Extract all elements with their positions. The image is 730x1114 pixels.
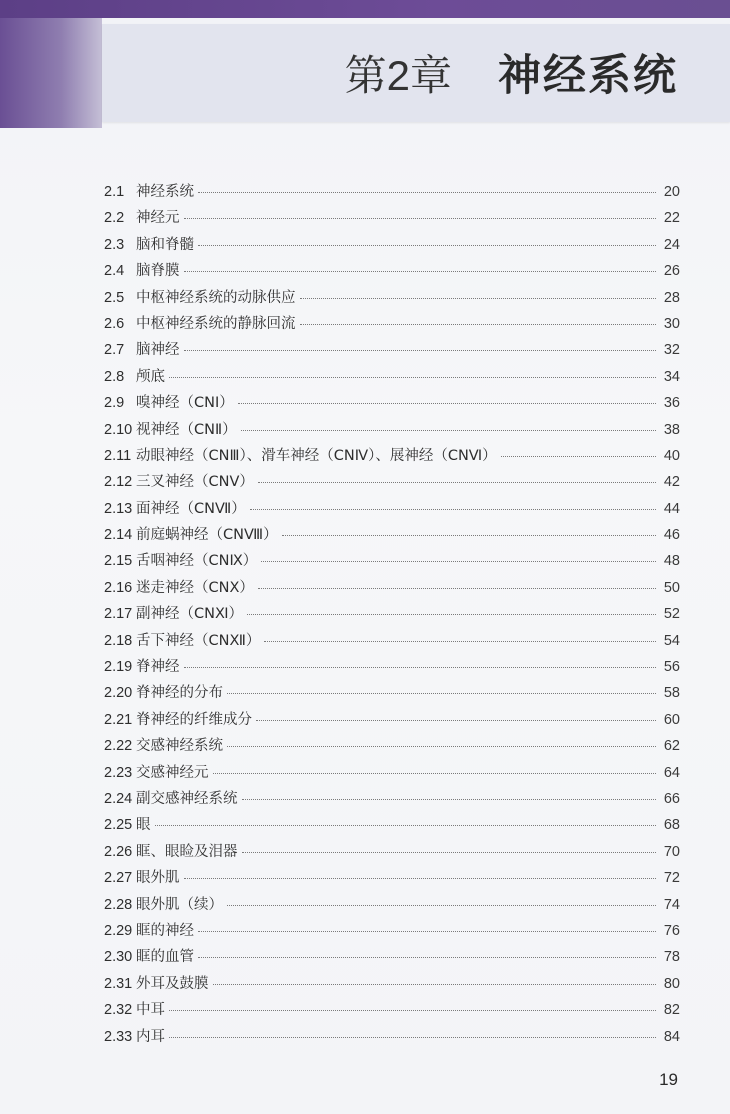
toc-dot-leader: [501, 456, 656, 457]
toc-entry-page: 46: [663, 527, 680, 544]
toc-entry: [104, 1025, 680, 1051]
toc-entry-title: 眶的血管: [136, 949, 194, 966]
toc-entry-number: 2.14: [104, 527, 133, 544]
toc-entry-page: 66: [663, 790, 680, 807]
toc-entry-number: 2.19: [104, 659, 133, 676]
toc-entry: [104, 206, 680, 232]
toc-entry: [104, 312, 680, 338]
toc-entry-number: 2.9: [104, 395, 125, 412]
toc-dot-leader: [184, 667, 657, 668]
toc-entry-number: 2.5: [104, 289, 125, 306]
toc-entry-page: 40: [663, 447, 680, 464]
toc-entry-title: 三叉神经（CNⅤ）: [136, 474, 254, 491]
toc-entry-number: 2.12: [104, 474, 133, 491]
toc-entry-number: 2.22: [104, 738, 133, 755]
toc-entry: [104, 338, 680, 364]
toc-entry-title: 交感神经元: [136, 764, 209, 781]
toc-entry: [104, 576, 680, 602]
toc-dot-leader: [264, 641, 656, 642]
toc-entry-title: 副交感神经系统: [136, 790, 238, 807]
toc-entry-title: 外耳及鼓膜: [136, 975, 209, 992]
toc-entry-page: 34: [663, 368, 680, 385]
toc-entry-page: 52: [663, 606, 680, 623]
toc-entry-number: 2.31: [104, 975, 133, 992]
toc-entry-title: 神经系统: [136, 184, 194, 200]
toc-entry-number: 2.7: [104, 342, 125, 359]
toc-entry-number: 2.20: [104, 685, 133, 702]
toc-dot-leader: [241, 430, 656, 431]
toc-dot-leader: [238, 403, 656, 404]
toc-entry-title: 舌下神经（CNⅫ）: [136, 632, 261, 649]
toc-entry-number: 2.25: [104, 817, 133, 834]
toc-entry: [104, 523, 680, 549]
toc-entry-page: 42: [663, 474, 680, 491]
toc-entry-page: 32: [663, 342, 680, 359]
toc-entry-page: 74: [663, 896, 680, 913]
toc-entry-page: 28: [663, 289, 680, 306]
toc-entry-page: 82: [663, 1002, 680, 1019]
toc-entry-title: 交感神经系统: [136, 738, 223, 755]
toc-entry-title: 前庭蜗神经（CNⅧ）: [136, 527, 278, 544]
toc-entry-page: 58: [663, 685, 680, 702]
toc-entry: [104, 681, 680, 707]
toc-entry-page: 44: [663, 500, 680, 517]
toc-dot-leader: [258, 588, 656, 589]
toc-dot-leader: [169, 377, 656, 378]
toc-entry: [104, 813, 680, 839]
toc-entry-page: 20: [663, 184, 680, 200]
toc-entry-title: 面神经（CNⅦ）: [136, 500, 246, 517]
toc-entry-title: 中枢神经系统的静脉回流: [136, 315, 296, 332]
toc-dot-leader: [258, 482, 656, 483]
toc-dot-leader: [184, 878, 657, 879]
toc-entry: [104, 972, 680, 998]
toc-entry-title: 内耳: [136, 1028, 165, 1045]
toc-entry-page: 56: [663, 659, 680, 676]
toc-entry-page: 76: [663, 922, 680, 939]
toc-entry-page: 60: [663, 711, 680, 728]
toc-dot-leader: [242, 799, 657, 800]
toc-entry-page: 62: [663, 738, 680, 755]
toc-entry-page: 26: [663, 263, 680, 280]
toc-dot-leader: [213, 984, 657, 985]
toc-entry: [104, 840, 680, 866]
toc-entry: [104, 180, 680, 206]
toc-entry: [104, 286, 680, 312]
chapter-title: [345, 42, 678, 102]
toc-entry-number: 2.8: [104, 368, 125, 385]
toc-entry-title: 脑神经: [136, 342, 180, 359]
toc-dot-leader: [184, 218, 657, 219]
toc-entry: [104, 866, 680, 892]
toc-entry-page: 80: [663, 975, 680, 992]
toc-dot-leader: [242, 852, 657, 853]
toc-entry-title: 眼: [136, 817, 151, 834]
toc-entry: [104, 444, 680, 470]
toc-entry-number: 2.24: [104, 790, 133, 807]
toc-entry: [104, 418, 680, 444]
toc-entry: [104, 602, 680, 628]
toc-entry: [104, 549, 680, 575]
toc-entry: [104, 655, 680, 681]
toc-entry-title: 动眼神经（CNⅢ）、滑车神经（CNⅣ）、展神经（CNⅥ）: [136, 447, 497, 464]
header-accent-strip: [0, 18, 102, 128]
toc-entry: [104, 233, 680, 259]
toc-entry-number: 2.15: [104, 553, 133, 570]
toc-entry-number: 2.11: [104, 447, 132, 464]
toc-dot-leader: [184, 271, 657, 272]
toc-entry-title: 眼外肌: [136, 870, 180, 887]
toc-entry: [104, 998, 680, 1024]
toc-dot-leader: [282, 535, 656, 536]
toc-entry-title: 舌咽神经（CNⅨ）: [136, 553, 258, 570]
toc-entry-number: 2.4: [104, 263, 125, 280]
toc-entry-title: 脊神经: [136, 659, 180, 676]
toc-entry-number: 2.26: [104, 843, 133, 860]
toc-dot-leader: [198, 192, 656, 193]
toc-entry-title: 中枢神经系统的动脉供应: [136, 289, 296, 306]
toc-entry-number: 2.29: [104, 922, 133, 939]
toc-dot-leader: [213, 773, 657, 774]
toc-dot-leader: [256, 720, 656, 721]
toc-entry-page: 72: [663, 870, 680, 887]
toc-entry-page: 84: [663, 1028, 680, 1045]
toc-entry: [104, 787, 680, 813]
toc-entry-title: 脊神经的纤维成分: [136, 711, 252, 728]
toc-entry-number: 2.2: [104, 210, 125, 227]
toc-entry: [104, 945, 680, 971]
toc-entry: [104, 893, 680, 919]
toc-entry-page: 48: [663, 553, 680, 570]
toc-dot-leader: [198, 957, 656, 958]
toc-entry-page: 64: [663, 764, 680, 781]
toc-dot-leader: [198, 245, 656, 246]
toc-entry-page: 54: [663, 632, 680, 649]
toc-entry-title: 神经元: [136, 210, 180, 227]
toc-entry-number: 2.32: [104, 1002, 133, 1019]
chapter-number: 第2章: [344, 52, 452, 99]
toc-entry-page: 70: [663, 843, 680, 860]
toc-entry-page: 78: [663, 949, 680, 966]
toc-entry-number: 2.1: [104, 184, 125, 200]
toc-dot-leader: [184, 350, 657, 351]
toc-dot-leader: [261, 561, 656, 562]
toc-entry-number: 2.3: [104, 236, 125, 253]
toc-dot-leader: [247, 614, 656, 615]
toc-entry: [104, 919, 680, 945]
toc-entry: [104, 497, 680, 523]
toc-entry-number: 2.18: [104, 632, 133, 649]
toc-entry-title: 眶的神经: [136, 922, 194, 939]
toc-dot-leader: [169, 1010, 656, 1011]
toc-dot-leader: [227, 693, 656, 694]
toc-entry: [104, 259, 680, 285]
toc-entry: [104, 470, 680, 496]
toc-dot-leader: [300, 298, 657, 299]
toc-entry-page: 22: [663, 210, 680, 227]
toc-entry-page: 38: [663, 421, 680, 438]
toc-entry-title: 嗅神经（CNⅠ）: [136, 395, 234, 412]
table-of-contents: [104, 180, 680, 1051]
toc-entry-page: 68: [663, 817, 680, 834]
toc-entry: [104, 629, 680, 655]
toc-entry-page: 50: [663, 579, 680, 596]
toc-entry: [104, 391, 680, 417]
toc-entry-number: 2.16: [104, 579, 133, 596]
toc-entry-number: 2.30: [104, 949, 133, 966]
toc-dot-leader: [198, 931, 656, 932]
toc-entry: [104, 734, 680, 760]
toc-dot-leader: [250, 509, 656, 510]
toc-entry-number: 2.17: [104, 606, 133, 623]
toc-entry-number: 2.10: [104, 421, 133, 438]
toc-entry-number: 2.23: [104, 764, 133, 781]
toc-entry: [104, 708, 680, 734]
toc-entry-title: 脑和脊髓: [136, 236, 194, 253]
toc-entry: [104, 365, 680, 391]
toc-entry-number: 2.27: [104, 870, 133, 887]
toc-dot-leader: [227, 905, 656, 906]
toc-entry-number: 2.6: [104, 315, 125, 332]
toc-dot-leader: [300, 324, 657, 325]
toc-dot-leader: [155, 825, 657, 826]
toc-entry-number: 2.13: [104, 500, 133, 517]
toc-entry-title: 中耳: [136, 1002, 165, 1019]
toc-entry-title: 眼外肌（续）: [136, 896, 223, 913]
toc-entry-number: 2.33: [104, 1028, 133, 1045]
toc-entry-title: 颅底: [136, 368, 165, 385]
toc-entry-title: 眶、眼睑及泪器: [136, 843, 238, 860]
toc-entry-title: 副神经（CNⅪ）: [136, 606, 244, 623]
toc-entry-page: 24: [663, 236, 680, 253]
page-number: 19: [659, 1070, 678, 1089]
toc-entry-title: 脊神经的分布: [136, 685, 223, 702]
toc-entry-title: 视神经（CNⅡ）: [136, 421, 237, 438]
toc-entry-title: 脑脊膜: [136, 263, 180, 280]
toc-entry-title: 迷走神经（CNⅩ）: [136, 579, 254, 596]
toc-entry-page: 30: [663, 315, 680, 332]
toc-entry-page: 36: [663, 395, 680, 412]
toc-entry-number: 2.28: [104, 896, 133, 913]
toc-entry: [104, 761, 680, 787]
chapter-name: 神经系统: [498, 51, 678, 101]
toc-entry-number: 2.21: [104, 711, 133, 728]
header-top-band: [0, 0, 730, 18]
toc-dot-leader: [227, 746, 656, 747]
toc-dot-leader: [169, 1037, 656, 1038]
